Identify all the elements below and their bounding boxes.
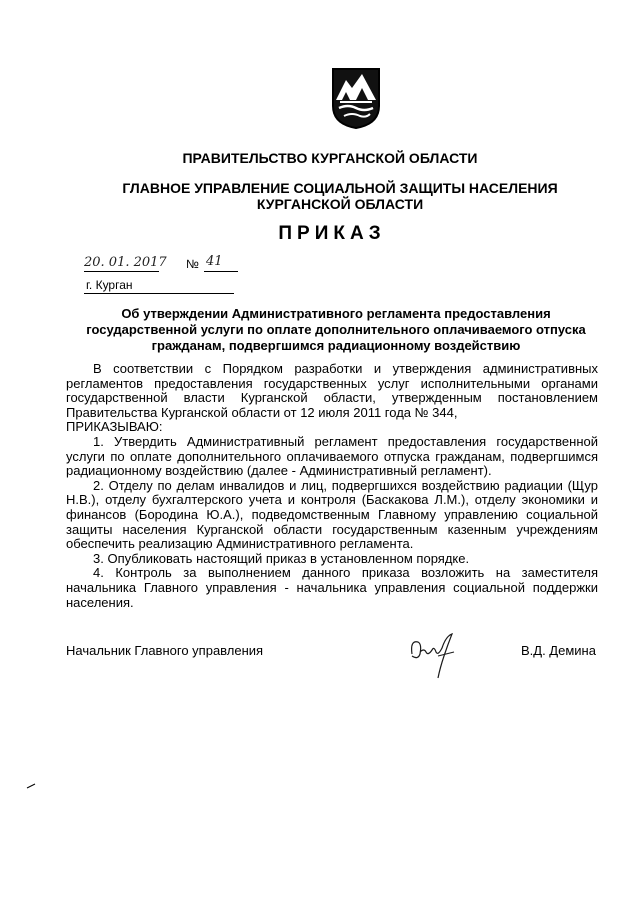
document-type-title: ПРИКАЗ	[278, 223, 386, 244]
document-subject	[16, 306, 640, 354]
signatory-title: Начальник Главного управления	[66, 643, 264, 658]
city-label: г. Курган	[86, 278, 133, 292]
date-underline	[84, 271, 159, 272]
number-label: №	[186, 257, 199, 271]
subject-line-2: государственной услуги по оплате дополнительного оплачиваемого отпуска	[86, 322, 586, 337]
org-line-2b: КУРГАНСКОЙ ОБЛАСТИ	[256, 196, 424, 212]
order-item-1: 1. Утвердить Административный регламент предоставления государственной услуги по оплате дополнительного оплачиваемого отпуска гражданам, подвергшимся радиационному воздействию (далее - Административный регламент).	[66, 433, 598, 479]
subject-line-1: Об утверждении Административного регламента предоставления	[121, 306, 551, 321]
order-item-3: 3. Опубликовать настоящий приказ в установленном порядке.	[93, 550, 470, 566]
document-date: 20. 01. 2017	[84, 255, 167, 270]
handwritten-signature	[408, 630, 460, 680]
subject-line-3: гражданам, подвергшимся радиационному воздействию	[151, 338, 521, 353]
city-underline	[84, 293, 234, 294]
date-number-row	[84, 255, 234, 273]
preamble-paragraph: В соответствии с Порядком разработки и утверждения административных регламентов предоставления государственных услуг исполнительными органами государственной власти Курганской области, утвержденным постановлением Правительства Курганской области от 12 июля 2011 года № 344,	[66, 361, 598, 420]
number-underline	[204, 271, 238, 272]
org-line-2a: ГЛАВНОЕ УПРАВЛЕНИЕ СОЦИАЛЬНОЙ ЗАЩИТЫ НАСЕЛЕНИЯ	[122, 180, 558, 196]
signatory-name: В.Д. Демина	[521, 643, 596, 658]
org-line-1: ПРАВИТЕЛЬСТВО КУРГАНСКОЙ ОБЛАСТИ	[182, 150, 478, 166]
document-body	[66, 362, 598, 610]
document-number: 41	[206, 254, 223, 269]
orders-heading: ПРИКАЗЫВАЮ:	[66, 419, 163, 435]
coat-of-arms-icon	[330, 66, 382, 130]
scan-mark	[26, 776, 36, 782]
order-item-2: 2. Отделу по делам инвалидов и лиц, подвергшихся воздействию радиации (Щур Н.В.), отделу бухгалтерского учета и контроля (Баскакова Л.М.), отделу экономики и финансов (Бородина Ю.А.), подведомственным Главному управлению социальной защиты населения Курганской области государственным казенным учреждениям обеспечить реализацию Административного регламента.	[66, 477, 598, 552]
org-line-2	[20, 180, 640, 212]
order-item-4: 4. Контроль за выполнением данного приказа возложить на заместителя начальника Главного управления - начальника управления социальной поддержки населения.	[66, 565, 598, 610]
